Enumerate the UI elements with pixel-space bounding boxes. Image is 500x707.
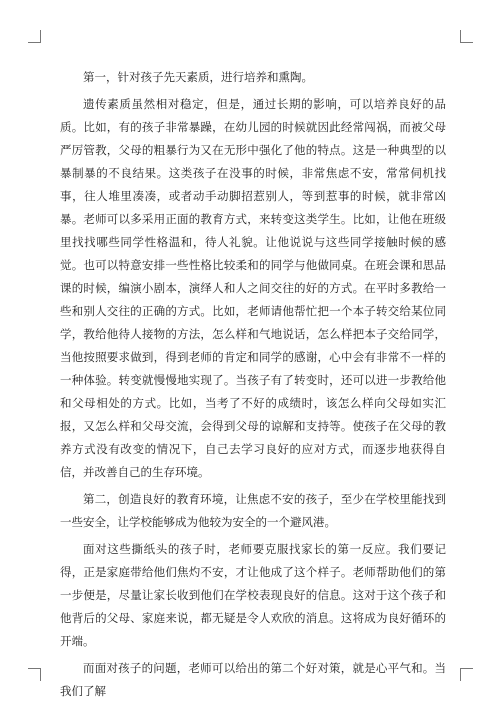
paragraph-3: 第二，创造良好的教育环境，让焦虑不安的孩子，至少在学校里能找到一些安全，让学校能够成为他较为安全的一个避风港。 (60, 492, 446, 529)
paragraph-2: 遗传素质虽然相对稳定，但是，通过长期的影响，可以培养良好的品质。比如，有的孩子非常暴躁，在幼儿园的时候就因此经常闯祸，而被父母严厉管教，父母的粗暴行为又在无形中强化了他的特点。这是一种典型的以暴制暴的不良结果。这类孩子在没事的时候，非常焦虑不安，常常伺机找事，往人堆里凑凑，或者动手动脚招惹别人，等到惹事的时候，就非常凶暴。老师可以多采用正面的教育方式，来转变这类学生。比如，让他在班级里找找哪些同学性格温和，待人礼貌。让他说说与这些同学接触时候的感觉。也可以特意安排一些性格比较柔和的同学与他做同桌。在班会课和思品课的时候，编演小剧本，演绎人和人之间交往的好的方式。在平时多教给一些和别人交往的正确的方式。比如，老师请他帮忙把一个本子转交给某位同学，教给他待人接物的方法，怎么样和气地说话，怎么样把本子交给同学，当他按照要求做到，得到老师的肯定和同学的感谢，心中会有非常不一样的一种体验。转变就慢慢地实现了。当孩子有了转变时，还可以进一步教给他和父母相处的方式。比如，当考了不好的成绩时，该怎么样向父母如实汇报，又怎么样和父母交流，会得到父母的谅解和支持等。使孩子在父母的教养方式没有改变的情况下，自己去学习良好的应对方式，而逐步地获得自信，并改善自己的生存环境。 (60, 97, 446, 479)
crop-mark-top-left (28, 30, 41, 43)
document-body (60, 66, 446, 707)
paragraph-1: 第一，针对孩子先天素质，进行培养和熏陶。 (83, 70, 313, 84)
crop-mark-bottom-right (460, 668, 473, 681)
crop-mark-top-right (460, 30, 473, 43)
paragraph-5: 而面对孩子的问题，老师可以给出的第二个好对策，就是心平气和。当我们了解 (60, 661, 446, 698)
crop-mark-bottom-left (28, 668, 41, 681)
paragraph-4: 面对这些撕纸头的孩子时，老师要克服找家长的第一反应。我们要记得，正是家庭带给他们焦灼不安，才让他成了这个样子。老师帮助他们的第一步便是，尽量让家长收到他们在学校表现良好的信息。这对于这个孩子和他背后的父母、家庭来说，都无疑是令人欢欣的消息。这将成为良好循环的开端。 (60, 542, 446, 648)
